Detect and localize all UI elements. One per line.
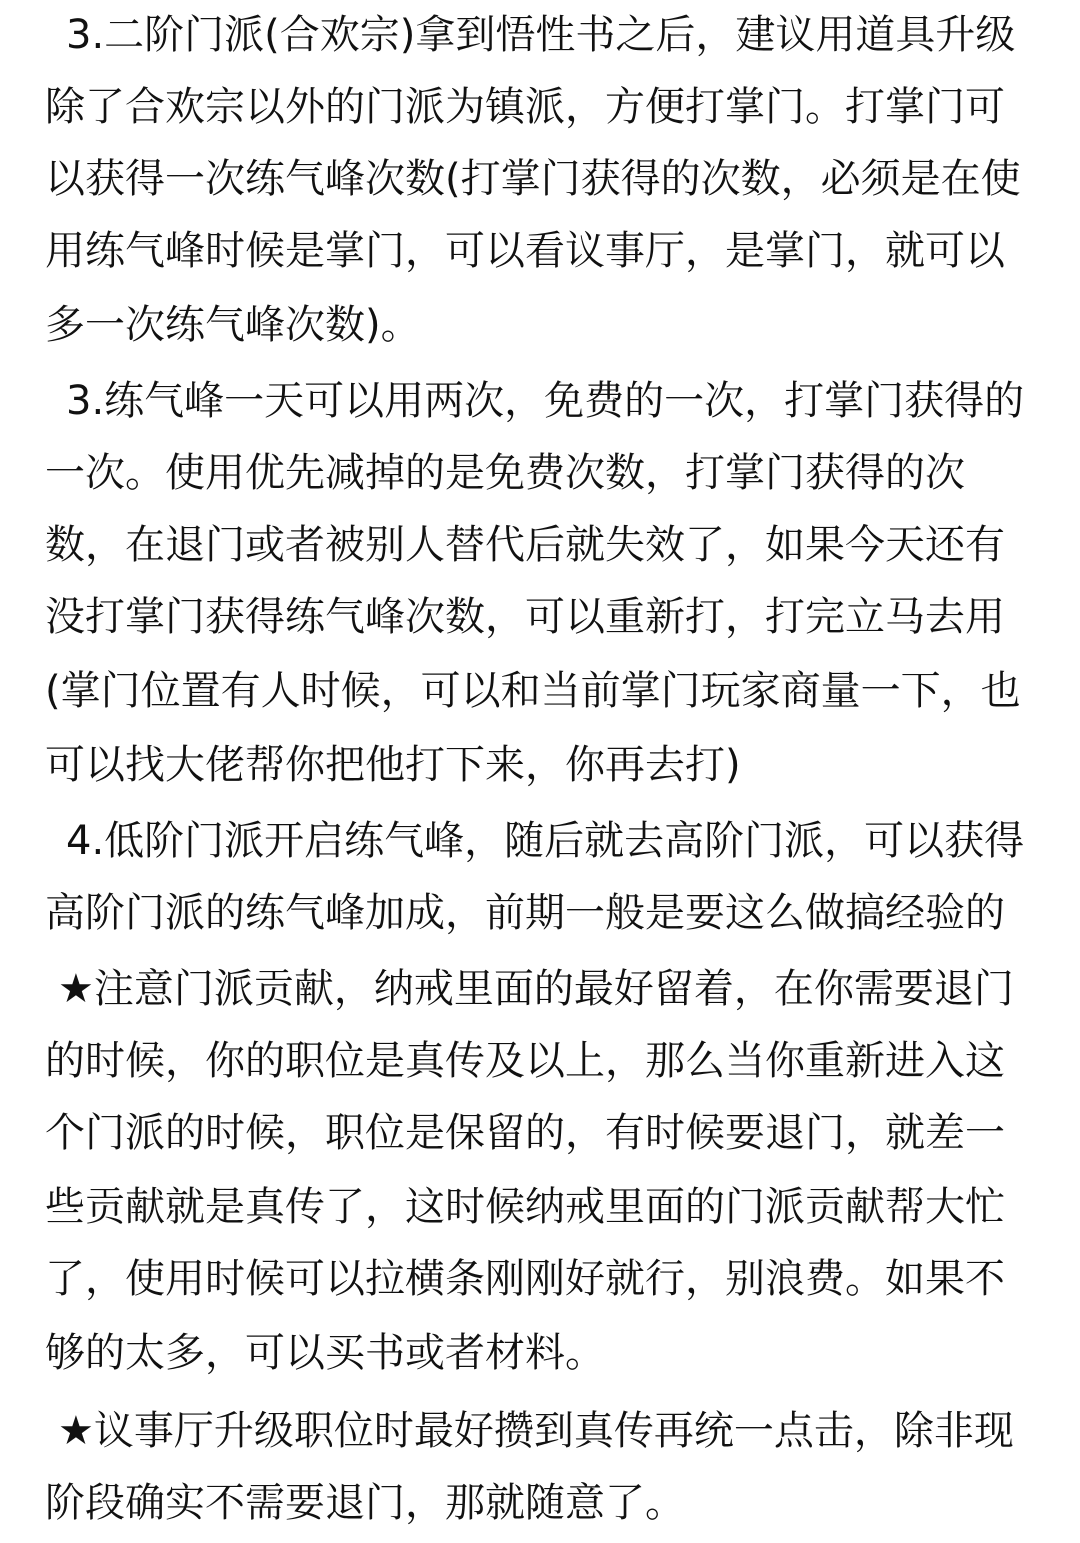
text-line: ★注意门派贡献，纳戒里面的最好留着，在你需要退门	[58, 966, 1014, 1012]
text-line: 4.低阶门派开启练气峰，随后就去高阶门派，可以获得	[66, 818, 1025, 864]
text-line: (掌门位置有人时候，可以和当前掌门玩家商量一下，也	[45, 668, 1021, 714]
text-line: 3.练气峰一天可以用两次，免费的一次，打掌门获得的	[66, 378, 1025, 424]
text-line: 没打掌门获得练气峰次数，可以重新打，打完立马去用	[45, 594, 1005, 640]
text-line: 多一次练气峰次数)。	[45, 302, 421, 348]
text-line: 用练气峰时候是掌门，可以看议事厅，是掌门，就可以	[45, 228, 1005, 274]
text-line: 3.二阶门派(合欢宗)拿到悟性书之后，建议用道具升级	[66, 12, 1016, 58]
text-line: 阶段确实不需要退门，那就随意了。	[45, 1480, 685, 1526]
text-line: 可以找大佬帮你把他打下来，你再去打)	[45, 742, 741, 788]
text-line: 个门派的时候，职位是保留的，有时候要退门，就差一	[45, 1110, 1005, 1156]
text-line: 高阶门派的练气峰加成，前期一般是要这么做搞经验的	[45, 890, 1005, 936]
text-line: 些贡献就是真传了，这时候纳戒里面的门派贡献帮大忙	[45, 1184, 1005, 1230]
text-line: 数，在退门或者被别人替代后就失效了，如果今天还有	[45, 522, 1005, 568]
text-line: 以获得一次练气峰次数(打掌门获得的次数，必须是在使	[45, 156, 1021, 202]
text-line: 了，使用时候可以拉横条刚刚好就行，别浪费。如果不	[45, 1256, 1005, 1302]
text-line: 一次。使用优先减掉的是免费次数，打掌门获得的次	[45, 450, 965, 496]
text-line: ★议事厅升级职位时最好攒到真传再统一点击，除非现	[58, 1408, 1014, 1454]
text-line: 除了合欢宗以外的门派为镇派，方便打掌门。打掌门可	[45, 84, 1005, 130]
text-line: 的时候，你的职位是真传及以上，那么当你重新进入这	[45, 1038, 1005, 1084]
text-line: 够的太多，可以买书或者材料。	[45, 1330, 605, 1376]
